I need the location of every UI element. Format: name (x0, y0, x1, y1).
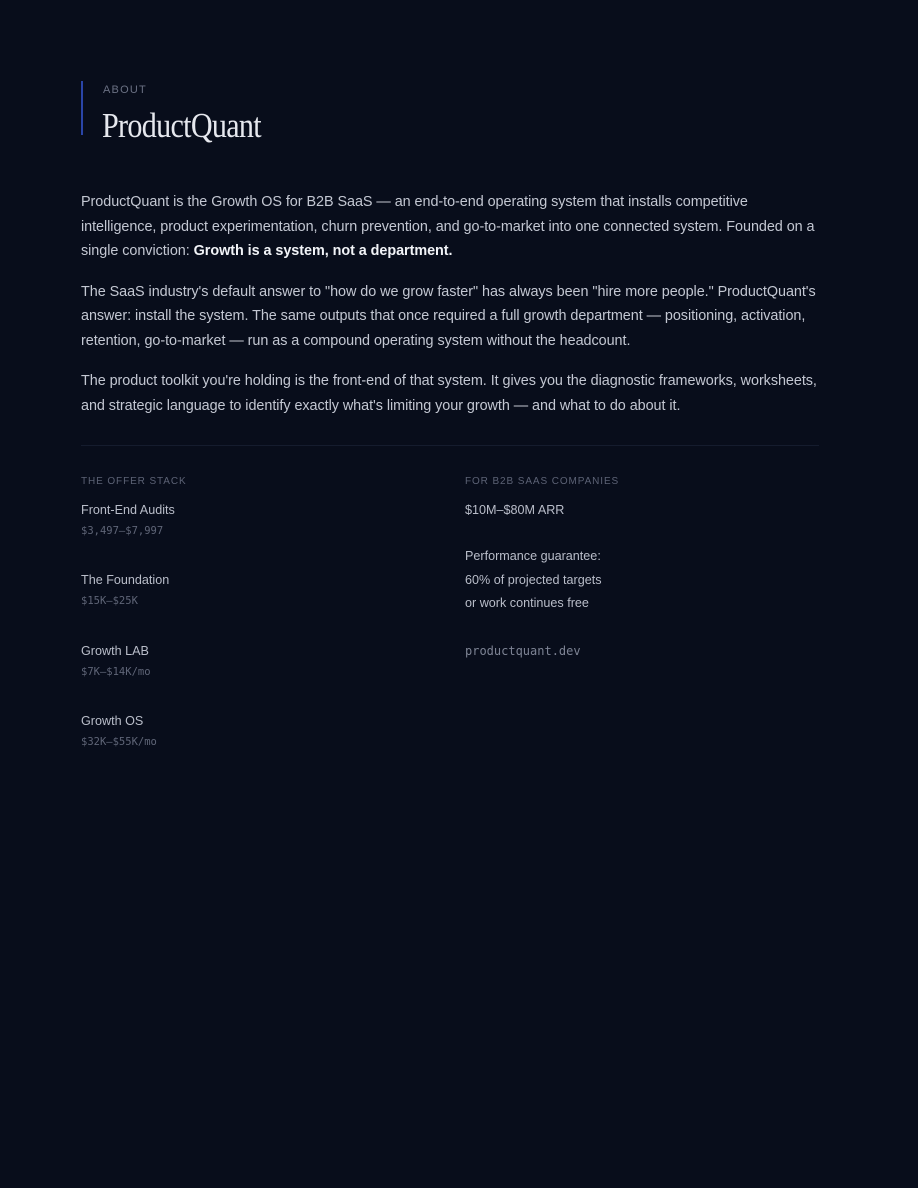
offer-name: Growth OS (81, 714, 144, 728)
conviction-highlight: Growth is a system, not a department. (193, 243, 453, 259)
offer-stack-column (81, 476, 187, 748)
offer-item (81, 503, 175, 537)
offer-stack-label: THE OFFER STACK (81, 476, 187, 487)
paragraph-intro (81, 190, 826, 264)
section-header (81, 81, 261, 145)
paragraph-industry: The SaaS industry's default answer to "how do we grow faster" has always been "hire more people." ProductQuant's answer: install the system. The same outputs that once required a full growth department — positioning, activation, retention, go-to-market — run as a compound operating system without the headcount. (81, 283, 816, 349)
guarantee-line: 60% of projected targets (465, 572, 602, 587)
about-body (81, 190, 826, 434)
offer-price: $15K–$25K (81, 595, 138, 607)
eyebrow-label: ABOUT (103, 84, 147, 96)
offer-item (81, 573, 169, 607)
offer-price: $7K–$14K/mo (81, 666, 151, 678)
offer-name: The Foundation (81, 573, 170, 587)
offer-price: $3,497–$7,997 (81, 525, 164, 537)
offer-item (81, 714, 157, 748)
offer-name: Front-End Audits (81, 503, 175, 517)
offer-name: Growth LAB (81, 644, 149, 658)
page-title: ProductQuant (102, 106, 261, 145)
offer-price: $32K–$55K/mo (81, 736, 157, 748)
website-link[interactable]: productquant.dev (465, 644, 581, 658)
guarantee-line: or work continues free (465, 596, 589, 610)
arr-range: $10M–$80M ARR (465, 503, 565, 517)
offer-item (81, 644, 151, 678)
paragraph-text: ProductQuant is the Growth OS for B2B SaaS — an end-to-end operating system that installs competitive intelligence, product experimentation, churn prevention, and go-to-market into one connected system. Founded on a single conviction: (81, 194, 815, 259)
guarantee-line: Performance guarantee: (465, 549, 601, 563)
section-divider (81, 445, 819, 446)
audience-column (465, 476, 620, 658)
paragraph-toolkit: The product toolkit you're holding is the front-end of that system. It gives you the diagnostic frameworks, worksheets, and strategic language to identify exactly what's limiting your growth — and what to do about it. (81, 373, 817, 414)
audience-label: FOR B2B SAAS COMPANIES (465, 476, 620, 487)
performance-guarantee (465, 545, 602, 616)
